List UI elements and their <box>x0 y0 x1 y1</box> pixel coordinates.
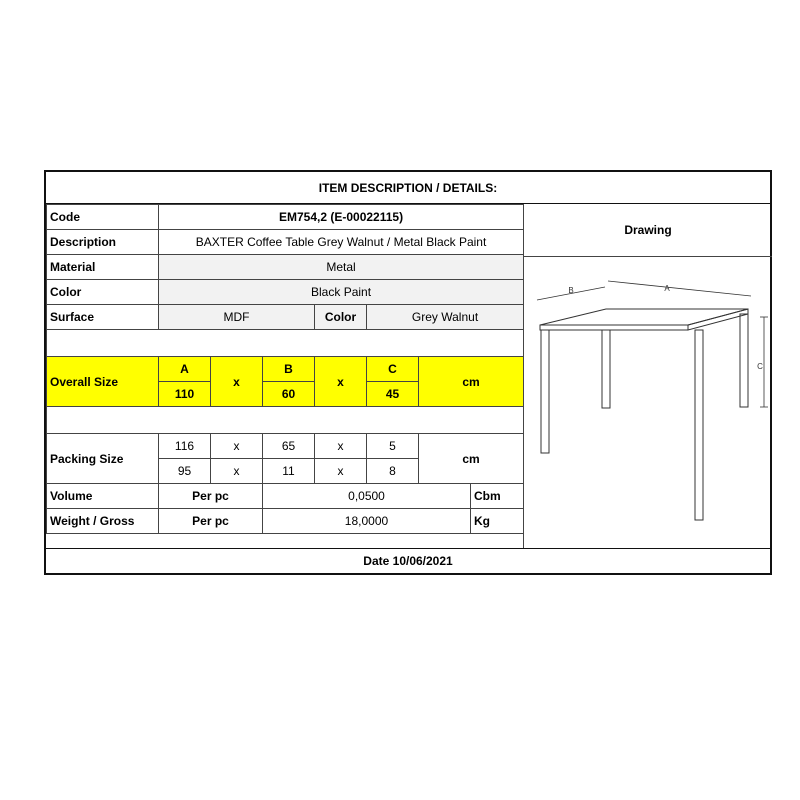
times-sign: x <box>211 459 263 484</box>
times-sign: x <box>315 459 367 484</box>
dim-b-value: 60 <box>263 382 315 407</box>
spec-sheet <box>44 170 772 575</box>
code-value: EM754,2 (E-00022115) <box>159 205 524 230</box>
overall-size-label: Overall Size <box>47 357 159 407</box>
color-label: Color <box>47 280 159 305</box>
volume-per: Per pc <box>159 484 263 509</box>
surface-row <box>47 305 524 330</box>
weight-per: Per pc <box>159 509 263 534</box>
tabletop-side <box>688 309 748 330</box>
packing-value: 95 <box>159 459 211 484</box>
volume-unit: Cbm <box>471 484 524 509</box>
dim-c-label: C <box>367 357 419 382</box>
color-row <box>47 280 524 305</box>
surface-label: Surface <box>47 305 159 330</box>
code-label: Code <box>47 205 159 230</box>
packing-size-label: Packing Size <box>47 434 159 484</box>
dim-b-text: B <box>568 286 574 295</box>
dim-a-text: A <box>664 284 670 293</box>
overall-size-header-row <box>47 357 524 382</box>
color-value: Black Paint <box>159 280 524 305</box>
description-label: Description <box>47 230 159 255</box>
weight-value: 18,0000 <box>263 509 471 534</box>
dim-b-label: B <box>263 357 315 382</box>
leg-front-left <box>541 330 549 453</box>
surface-color-label: Color <box>315 305 367 330</box>
surface-value: MDF <box>159 305 315 330</box>
dim-a-value: 110 <box>159 382 211 407</box>
times-sign: x <box>315 434 367 459</box>
surface-color-value: Grey Walnut <box>367 305 524 330</box>
times-sign: x <box>211 434 263 459</box>
material-label: Material <box>47 255 159 280</box>
weight-label: Weight / Gross <box>47 509 159 534</box>
table-drawing <box>524 257 772 548</box>
leg-front-right <box>695 330 703 520</box>
material-row <box>47 255 524 280</box>
volume-label: Volume <box>47 484 159 509</box>
leg-back-left <box>602 330 610 408</box>
description-value: BAXTER Coffee Table Grey Walnut / Metal Black Paint <box>159 230 524 255</box>
weight-row <box>47 509 524 534</box>
code-row <box>47 205 524 230</box>
packing-row-1 <box>47 434 524 459</box>
drawing-label: Drawing <box>524 204 772 257</box>
packing-value: 65 <box>263 434 315 459</box>
weight-unit: Kg <box>471 509 524 534</box>
description-row <box>47 230 524 255</box>
dim-c-value: 45 <box>367 382 419 407</box>
volume-value: 0,0500 <box>263 484 471 509</box>
packing-size-unit: cm <box>419 434 524 484</box>
tabletop-edge <box>540 325 688 330</box>
dim-a-label: A <box>159 357 211 382</box>
date-footer: Date 10/06/2021 <box>46 548 770 573</box>
packing-value: 116 <box>159 434 211 459</box>
leg-back-right <box>740 314 748 407</box>
packing-value: 8 <box>367 459 419 484</box>
material-value: Metal <box>159 255 524 280</box>
times-sign: x <box>211 357 263 407</box>
spec-table <box>46 204 524 534</box>
overall-size-unit: cm <box>419 357 524 407</box>
volume-row <box>47 484 524 509</box>
spacer-row <box>47 330 524 357</box>
dim-a-line <box>608 281 751 296</box>
packing-value: 5 <box>367 434 419 459</box>
drawing-panel <box>523 204 772 548</box>
drawing-area <box>524 257 772 548</box>
dim-c-text: C <box>757 362 763 371</box>
sheet-title: ITEM DESCRIPTION / DETAILS: <box>46 172 770 204</box>
spacer-row <box>47 407 524 434</box>
packing-value: 11 <box>263 459 315 484</box>
times-sign: x <box>315 357 367 407</box>
